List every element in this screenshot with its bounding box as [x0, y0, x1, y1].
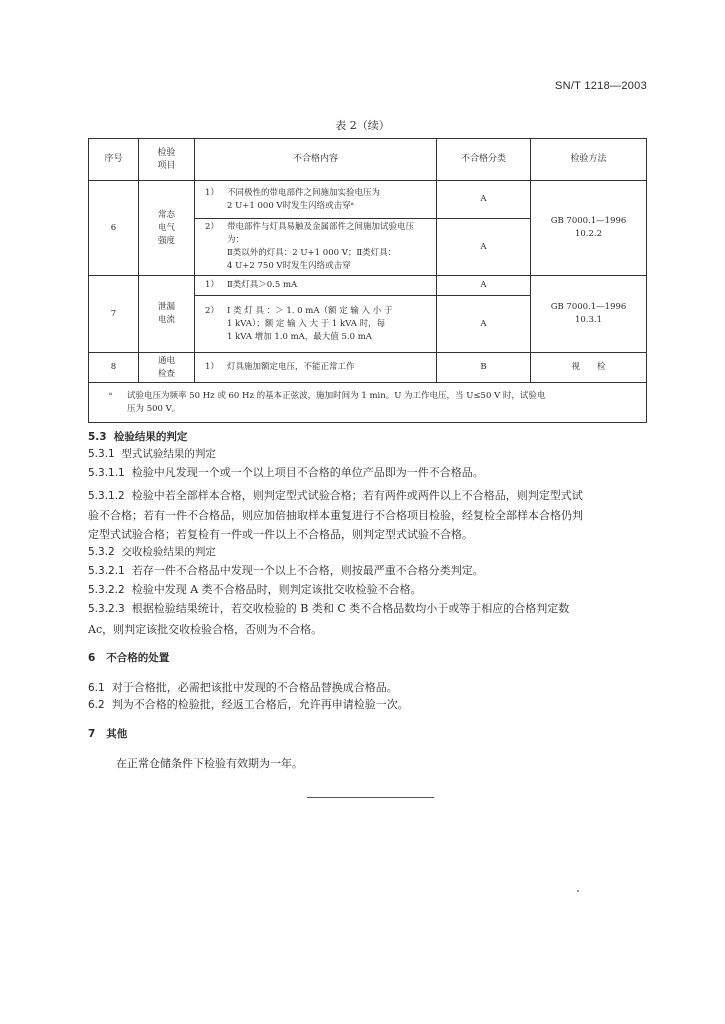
clause-5-3-2-1	[88, 563, 648, 579]
clause-text: 若存一件不合格品中发现一个以上不合格，则按最严重不合格分类判定。	[131, 564, 484, 577]
sub-item-text	[227, 221, 430, 273]
clause-line	[88, 488, 648, 504]
table-note	[89, 383, 647, 423]
row-item-line: 强度	[157, 235, 175, 246]
row-item-line: 电流	[157, 315, 175, 325]
row-method: 视 检	[531, 353, 647, 383]
row-no: 8	[89, 353, 139, 383]
header-item-line: 项目	[157, 160, 176, 171]
table-row	[89, 353, 647, 383]
row-item-line: 通电	[157, 355, 175, 366]
section-title: 交收检验结果的判定	[121, 546, 216, 558]
table-row	[89, 276, 647, 296]
row-category: A	[437, 219, 531, 276]
section-number: 5.3.1	[88, 448, 115, 460]
section-7-text: 在正常仓储条件下检验有效期为一年。	[116, 757, 303, 770]
clause-6-2	[88, 697, 648, 713]
clause-line: 定型式试验合格；若复检有一件或一件以上不合格品，则判定型式试验不合格。	[88, 528, 473, 541]
table-header-row	[89, 139, 647, 181]
clause-line: Ac，则判定该批交收检验合格，否则为不合格。	[88, 623, 323, 636]
section-title: 检验结果的判定	[113, 431, 188, 443]
row-no: 6	[89, 181, 139, 276]
clause-5-3-2-2	[88, 582, 648, 598]
row-method-line: GB 7000.1—1996	[550, 302, 627, 312]
clause-5-3-1-1	[88, 465, 648, 481]
clause-text: 判为不合格的检验批，经返工合格后，允许再申请检验一次。	[111, 698, 409, 711]
section-number: 7	[88, 728, 96, 740]
clause-line	[88, 601, 648, 617]
table-note-row	[89, 383, 647, 423]
section-title: 不合格的处置	[106, 652, 170, 664]
clause-number: 5.3.2.1	[88, 565, 125, 577]
clause-number: 5.3.2.2	[88, 584, 125, 596]
section-title: 型式试验结果的判定	[121, 448, 216, 460]
note-text: 试验电压为频率 50 Hz 或 60 Hz 的基本正弦波，施加时间为 1 min。U 为工作电压，当 U≤50 V 时，试验电	[127, 390, 546, 401]
sub-item-text	[227, 305, 430, 344]
sub-item	[195, 303, 436, 346]
clause-number: 6.2	[88, 699, 105, 711]
table-note-line	[109, 403, 638, 416]
sub-item	[195, 185, 436, 215]
row-category: B	[437, 353, 531, 383]
sub-item-line: Ⅱ类以外的灯具：2 U+1 000 V；Ⅱ类灯具：	[227, 248, 397, 258]
row-method-line: 10.3.1	[574, 315, 603, 325]
clause-number: 5.3.1.1	[88, 467, 125, 479]
header-content: 不合格内容	[195, 139, 437, 181]
sub-item	[195, 219, 436, 275]
row-method	[531, 181, 647, 276]
sub-item-number: 1）	[205, 187, 219, 198]
clause-text: 检验中发现 A 类不合格品时，则判定该批交收检验不合格。	[131, 583, 422, 596]
sub-item-line: 灯具施加额定电压，不能正常工作	[227, 362, 355, 372]
sub-item	[195, 359, 436, 376]
end-rule	[307, 797, 434, 798]
clause-5-3-1-2	[88, 488, 648, 542]
row-method	[531, 276, 647, 353]
sub-item-number: 1）	[205, 280, 219, 290]
row-item-line: 电气	[157, 222, 175, 233]
section-6	[88, 651, 169, 666]
row-method-line: 10.2.2	[574, 229, 603, 239]
row-item-line: 检查	[157, 368, 175, 379]
scan-mark	[577, 890, 579, 892]
sub-item-line: Ⅱ类灯具＞0.5 mA	[227, 280, 298, 290]
section-number: 5.3.2	[88, 546, 115, 558]
sub-item-line: 1 kVA）；额 定 输 入 大 于 1 kVA 时，每	[227, 318, 386, 329]
row-item	[139, 353, 195, 383]
section-5-3-2	[88, 545, 216, 560]
row-method-line: GB 7000.1—1996	[550, 216, 627, 226]
sub-item-text	[227, 187, 430, 213]
section-5-3	[88, 430, 187, 445]
section-title: 其他	[106, 728, 128, 740]
row-content	[195, 276, 437, 296]
row-item-line: 常态	[157, 209, 175, 220]
section-number: 6	[88, 652, 96, 664]
header-item-line: 检验	[157, 147, 176, 158]
sub-item-number: 2）	[205, 222, 219, 232]
row-content	[195, 296, 437, 353]
sub-item-line: 4 U+2 750 V时发生闪络或击穿	[227, 261, 351, 271]
section-7	[88, 727, 127, 742]
section-5-3-1	[88, 447, 216, 462]
clause-number: 5.3.2.3	[88, 603, 125, 615]
row-item	[139, 181, 195, 276]
sub-item	[195, 277, 436, 294]
row-content	[195, 181, 437, 219]
row-category: A	[437, 181, 531, 219]
row-item	[139, 276, 195, 353]
inspection-table	[88, 138, 647, 423]
sub-item-line: 2 U+1 000 V时发生闪络或击穿ᵃ	[227, 200, 354, 211]
row-item-line: 泄漏	[157, 302, 175, 312]
clause-text: 检验中凡发现一个或一个以上项目不合格的单位产品即为一件不合格品。	[131, 466, 484, 479]
header-category: 不合格分类	[437, 139, 531, 181]
row-no: 7	[89, 276, 139, 353]
table-note-line	[109, 390, 638, 403]
table-caption: 表 2（续）	[335, 119, 390, 132]
section-number: 5.3	[88, 431, 107, 443]
header-no: 序号	[89, 139, 139, 181]
table-row	[89, 181, 647, 219]
clause-line: 验不合格；若有一件不合格品，则应加倍抽取样本重复进行不合格项目检验，经复检全部样本合格仍判	[88, 509, 583, 522]
clause-number: 5.3.1.2	[88, 490, 125, 502]
standard-number: SN/T 1218—2003	[554, 80, 647, 92]
clause-text: 根据检验结果统计，若交收检验的 B 类和 C 类不合格品数均小于或等于相应的合格判定数	[131, 602, 570, 615]
header-item	[139, 139, 195, 181]
row-category: A	[437, 296, 531, 353]
sub-item-line: 不同极性的带电部件之间施加实验电压为	[227, 187, 381, 198]
note-mark: ᵃ	[109, 390, 113, 401]
row-category: A	[437, 276, 531, 296]
header-method: 检验方法	[531, 139, 647, 181]
sub-item-line: 1 kVA 增加 1.0 mA，最大值 5.0 mA	[227, 331, 372, 342]
row-content	[195, 353, 437, 383]
sub-item-line: Ⅰ 类 灯 具 ：＞ 1. 0 mA（额 定 输 入 小 于	[227, 305, 393, 316]
clause-5-3-2-3	[88, 601, 648, 637]
clause-text: 对于合格批，必需把该批中发现的不合格品替换成合格品。	[111, 681, 398, 694]
clause-6-1	[88, 680, 648, 696]
row-content	[195, 219, 437, 276]
sub-item-line: 带电部件与灯具易触及金属部件之间施加试验电压为：	[227, 222, 415, 245]
sub-item-number: 2）	[205, 305, 219, 316]
note-text: 压为 500 V。	[127, 403, 181, 414]
clause-text: 检验中若全部样本合格，则判定型式试验合格；若有两件或两件以上不合格品，则判定型式试	[131, 489, 583, 502]
clause-number: 6.1	[88, 682, 105, 694]
sub-item-number: 1）	[205, 362, 219, 372]
